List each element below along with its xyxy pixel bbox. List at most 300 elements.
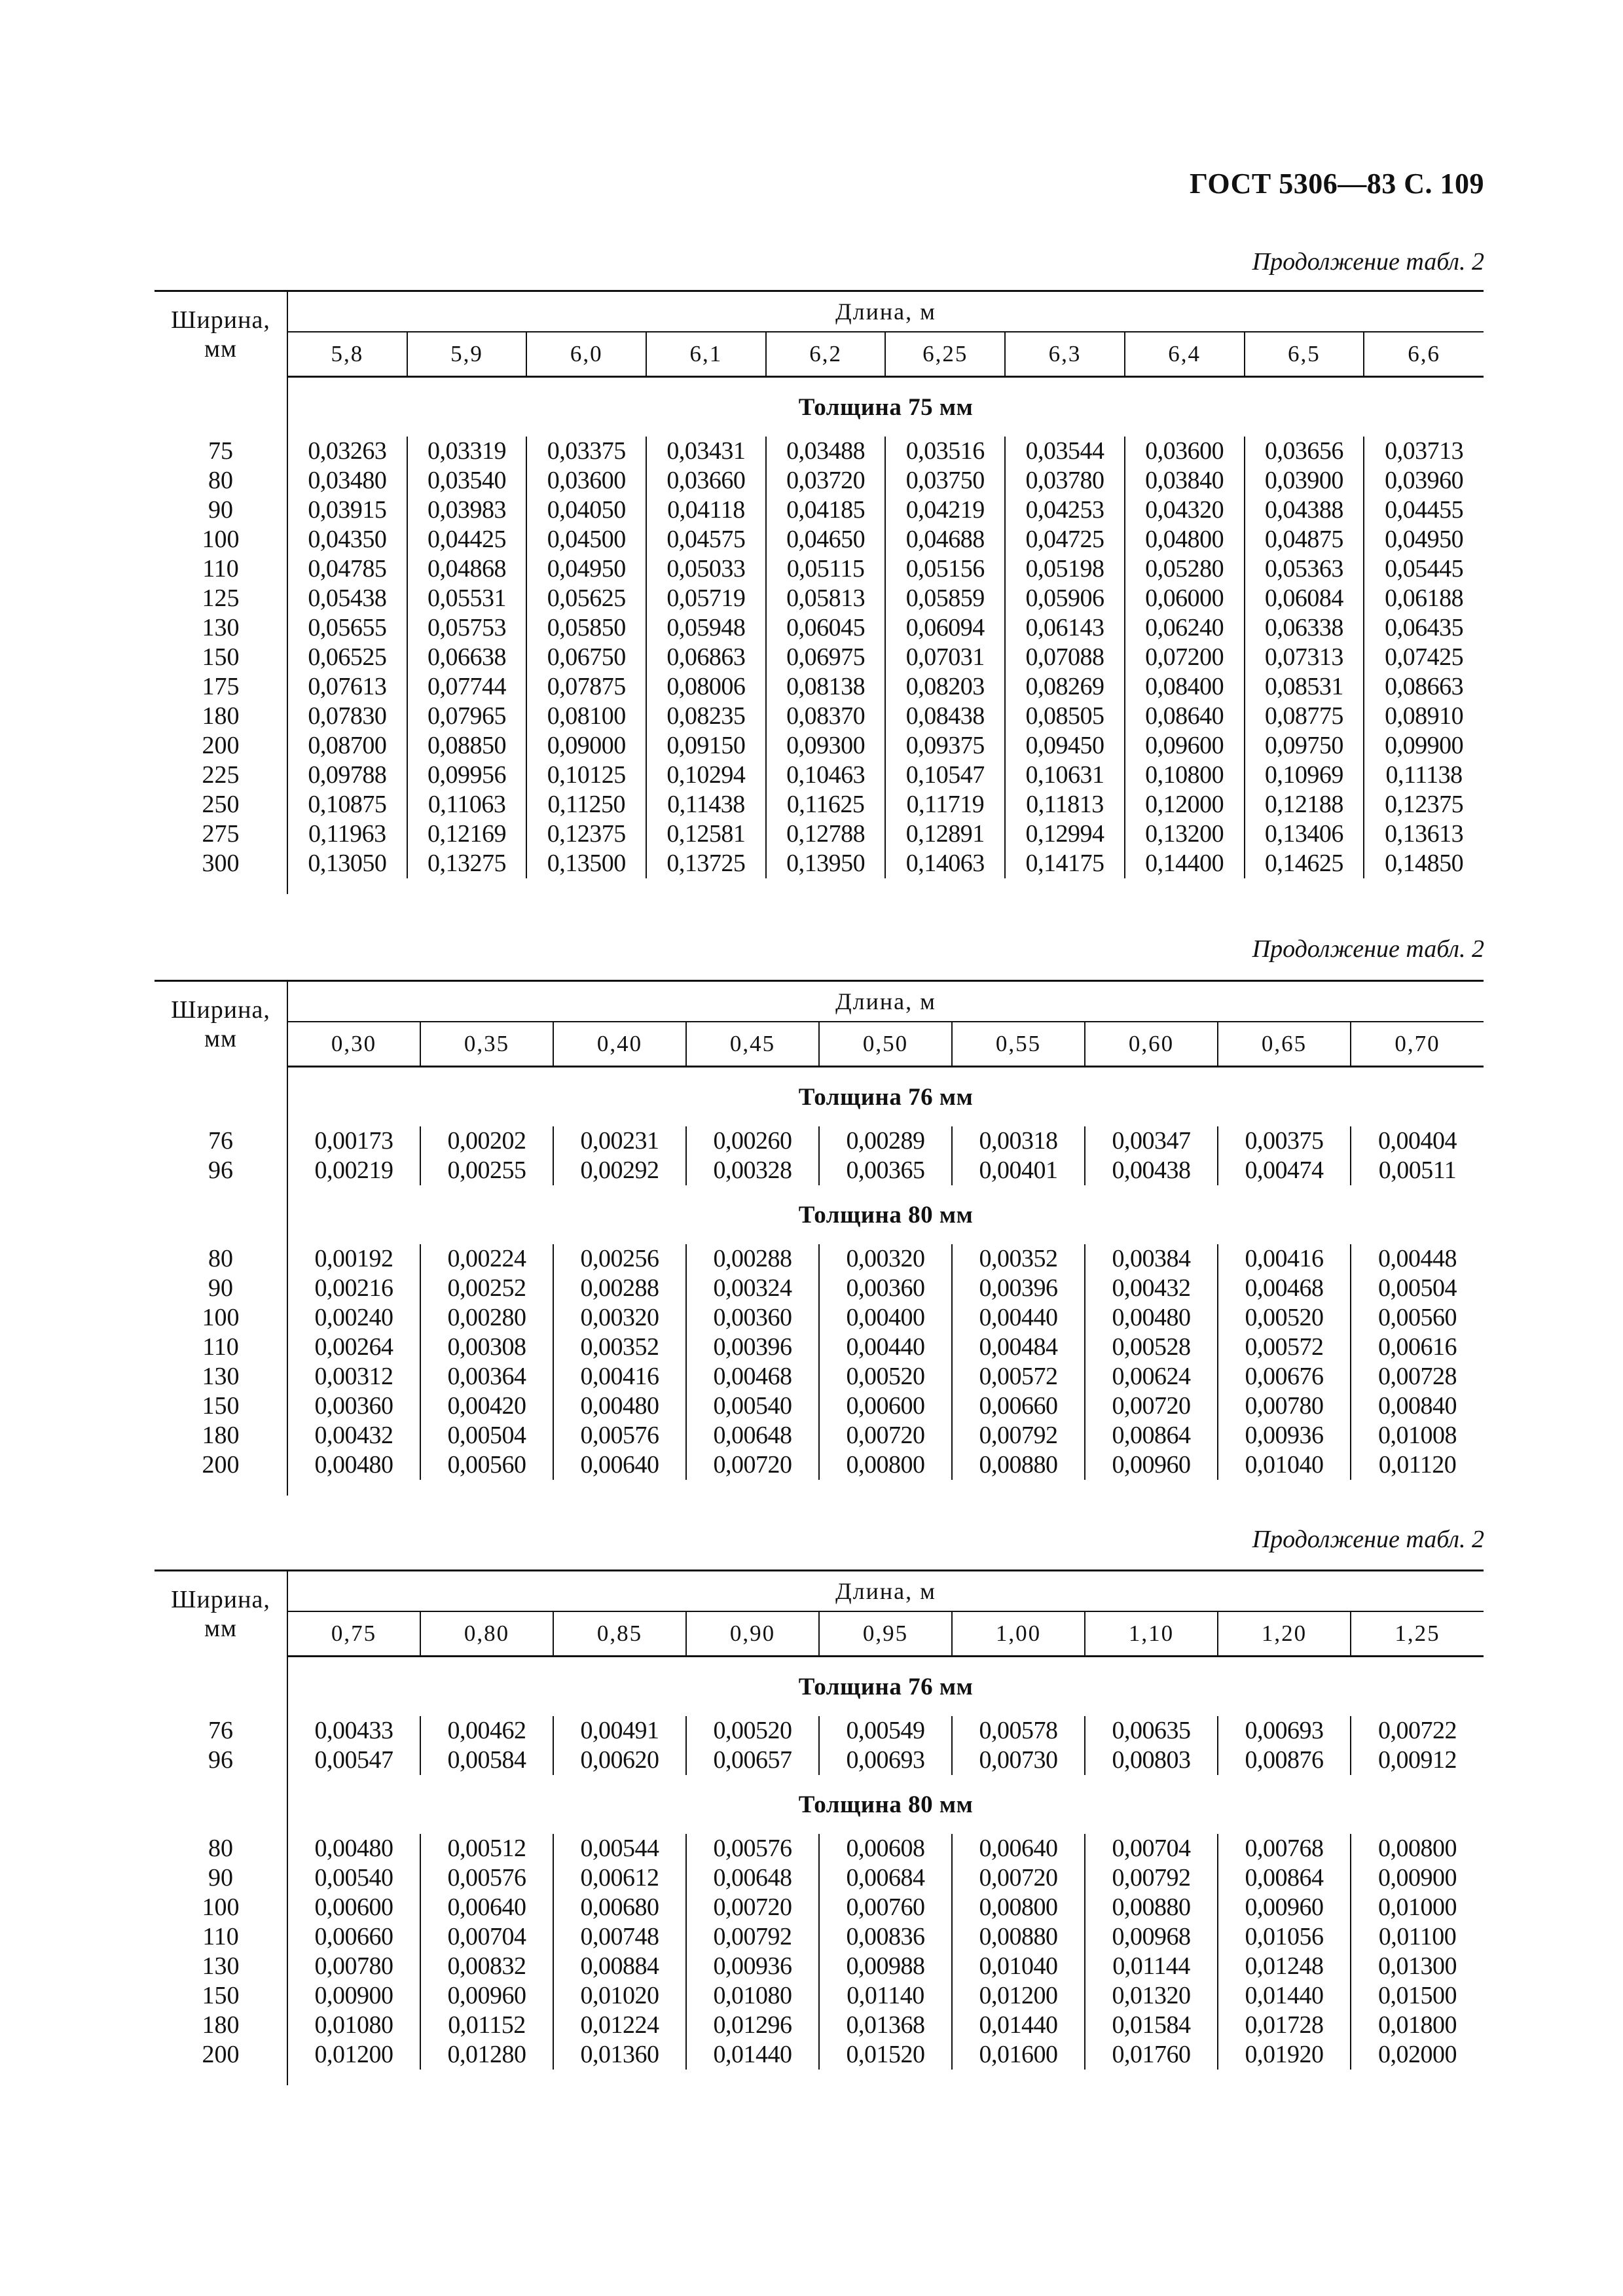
table-row xyxy=(155,1421,1484,1450)
value-cell: 0,00255 xyxy=(420,1156,553,1185)
value-cell: 0,05948 xyxy=(646,613,766,643)
value-cell: 0,00660 xyxy=(314,1923,393,1950)
value-cell: 0,00832 xyxy=(420,1952,553,1981)
value-cell: 0,00474 xyxy=(1218,1156,1351,1185)
value-cell: 0,04575 xyxy=(646,525,766,554)
width-cell: 80 xyxy=(155,1244,287,1274)
value-cell: 0,03516 xyxy=(885,437,1005,466)
value-cell: 0,03915 xyxy=(308,496,387,524)
width-cell: 130 xyxy=(155,613,287,643)
value-cell: 0,00620 xyxy=(553,1746,686,1775)
tail-cell xyxy=(287,1480,1484,1496)
value-cell: 0,00173 xyxy=(314,1127,393,1155)
table-row xyxy=(155,1450,1484,1480)
value-cell: 0,00468 xyxy=(1218,1274,1351,1303)
section-title: Толщина 80 мм xyxy=(798,1201,974,1229)
value-cell: 0,00360 xyxy=(314,1392,393,1420)
value-cell: 0,00578 xyxy=(952,1716,1085,1746)
width-cell-empty xyxy=(155,1480,287,1496)
table-caption: Продолжение табл. 2 xyxy=(1252,935,1484,963)
value-cell: 0,13050 xyxy=(308,850,387,877)
value-cell: 0,08663 xyxy=(1364,672,1484,702)
column-header-row xyxy=(155,1611,1484,1657)
width-label: Ширина, xyxy=(171,1585,270,1613)
width-cell: 110 xyxy=(155,554,287,584)
value-cell: 0,00324 xyxy=(686,1274,819,1303)
value-cell: 0,00640 xyxy=(553,1450,686,1480)
value-cell: 0,00202 xyxy=(420,1126,553,1156)
value-cell: 0,00491 xyxy=(553,1716,686,1746)
value-cell: 0,04950 xyxy=(1364,525,1484,554)
value-cell: 0,00660 xyxy=(952,1391,1085,1421)
section-title: Толщина 75 мм xyxy=(798,393,974,421)
value-cell: 0,01056 xyxy=(1218,1922,1351,1952)
value-cell: 0,08138 xyxy=(766,672,886,702)
length-column-header: 0,55 xyxy=(952,1022,1085,1067)
width-cell: 200 xyxy=(155,731,287,761)
value-cell: 0,00288 xyxy=(553,1274,686,1303)
table-row xyxy=(155,1746,1484,1775)
value-cell: 0,14625 xyxy=(1245,849,1364,878)
value-cell: 0,06338 xyxy=(1245,613,1364,643)
width-cell: 100 xyxy=(155,1303,287,1333)
value-cell: 0,01280 xyxy=(420,2040,553,2070)
value-cell: 0,09788 xyxy=(308,761,387,789)
value-cell: 0,08775 xyxy=(1245,702,1364,731)
value-cell: 0,06084 xyxy=(1245,584,1364,613)
value-cell: 0,00600 xyxy=(314,1893,393,1921)
length-column-header: 6,1 xyxy=(646,332,766,377)
value-cell: 0,00480 xyxy=(314,1835,393,1862)
value-cell: 0,09900 xyxy=(1364,731,1484,761)
value-cell: 0,01440 xyxy=(1218,1981,1351,2011)
value-cell: 0,00800 xyxy=(819,1450,952,1480)
value-cell: 0,14400 xyxy=(1125,849,1245,878)
table-header xyxy=(155,291,1484,377)
value-cell: 0,01368 xyxy=(819,2011,952,2040)
width-unit-label: мм xyxy=(204,1614,238,1642)
table-row xyxy=(155,1303,1484,1333)
length-column-header: 0,45 xyxy=(686,1022,819,1067)
length-column-header: 1,00 xyxy=(952,1611,1085,1657)
value-cell: 0,00792 xyxy=(1085,1863,1218,1893)
width-label: Ширина, xyxy=(171,996,270,1024)
value-cell: 0,00256 xyxy=(553,1244,686,1274)
length-column-header: 0,85 xyxy=(553,1611,686,1657)
value-cell: 0,00608 xyxy=(819,1834,952,1863)
value-cell: 0,13725 xyxy=(646,849,766,878)
value-cell: 0,00432 xyxy=(314,1422,393,1449)
value-cell: 0,01360 xyxy=(553,2040,686,2070)
value-cell: 0,09375 xyxy=(885,731,1005,761)
value-cell: 0,06188 xyxy=(1364,584,1484,613)
value-cell: 0,11063 xyxy=(407,790,527,819)
value-cell: 0,03840 xyxy=(1125,466,1245,495)
table-row xyxy=(155,1244,1484,1274)
length-header: Длина, м xyxy=(287,981,1484,1022)
value-cell: 0,08640 xyxy=(1125,702,1245,731)
table-row xyxy=(155,702,1484,731)
value-cell: 0,00240 xyxy=(314,1304,393,1331)
page-header: ГОСТ 5306—83 С. 109 xyxy=(1189,168,1484,200)
width-cell: 180 xyxy=(155,2011,287,2040)
value-cell: 0,01440 xyxy=(952,2011,1085,2040)
table-row xyxy=(155,1333,1484,1362)
column-header-row xyxy=(155,332,1484,377)
value-cell: 0,00433 xyxy=(314,1717,393,1744)
value-cell: 0,00396 xyxy=(686,1333,819,1362)
section-row xyxy=(155,1067,1484,1127)
value-cell: 0,00320 xyxy=(553,1303,686,1333)
value-cell: 0,01140 xyxy=(819,1981,952,2011)
value-cell: 0,03540 xyxy=(407,466,527,495)
value-cell: 0,04219 xyxy=(885,495,1005,525)
value-cell: 0,00800 xyxy=(1351,1834,1484,1863)
value-cell: 0,01800 xyxy=(1351,2011,1484,2040)
width-label: Ширина, xyxy=(171,306,270,334)
value-cell: 0,12188 xyxy=(1245,790,1364,819)
data-table xyxy=(155,980,1484,1496)
value-cell: 0,00960 xyxy=(420,1981,553,2011)
value-cell: 0,09450 xyxy=(1005,731,1125,761)
width-cell: 110 xyxy=(155,1922,287,1952)
table-tail xyxy=(155,1480,1484,1496)
value-cell: 0,00520 xyxy=(819,1362,952,1391)
value-cell: 0,00584 xyxy=(420,1746,553,1775)
value-cell: 0,00720 xyxy=(952,1863,1085,1893)
table-row xyxy=(155,849,1484,878)
value-cell: 0,03780 xyxy=(1005,466,1125,495)
length-column-header: 0,90 xyxy=(686,1611,819,1657)
table-body xyxy=(155,377,1484,895)
length-column-header: 1,25 xyxy=(1351,1611,1484,1657)
value-cell: 0,00560 xyxy=(1351,1303,1484,1333)
value-cell: 0,12169 xyxy=(407,819,527,849)
value-cell: 0,00360 xyxy=(819,1274,952,1303)
value-cell: 0,12994 xyxy=(1005,819,1125,849)
value-cell: 0,00440 xyxy=(952,1303,1085,1333)
value-cell: 0,04050 xyxy=(526,495,646,525)
value-cell: 0,00720 xyxy=(1085,1391,1218,1421)
value-cell: 0,00616 xyxy=(1351,1333,1484,1362)
value-cell: 0,00760 xyxy=(819,1893,952,1922)
value-cell: 0,10969 xyxy=(1245,761,1364,790)
table-row xyxy=(155,2040,1484,2070)
value-cell: 0,05655 xyxy=(308,614,387,641)
value-cell: 0,00876 xyxy=(1218,1746,1351,1775)
width-cell: 76 xyxy=(155,1716,287,1746)
value-cell: 0,03319 xyxy=(407,437,527,466)
value-cell: 0,00312 xyxy=(314,1363,393,1390)
value-cell: 0,01440 xyxy=(686,2040,819,2070)
value-cell: 0,00864 xyxy=(1218,1863,1351,1893)
table-row xyxy=(155,1716,1484,1746)
value-cell: 0,13406 xyxy=(1245,819,1364,849)
value-cell: 0,00352 xyxy=(952,1244,1085,1274)
table-row xyxy=(155,731,1484,761)
value-cell: 0,00728 xyxy=(1351,1362,1484,1391)
value-cell: 0,11625 xyxy=(766,790,886,819)
value-cell: 0,00448 xyxy=(1351,1244,1484,1274)
value-cell: 0,06638 xyxy=(407,643,527,672)
value-cell: 0,05813 xyxy=(766,584,886,613)
value-cell: 0,05280 xyxy=(1125,554,1245,584)
value-cell: 0,00624 xyxy=(1085,1362,1218,1391)
value-cell: 0,10547 xyxy=(885,761,1005,790)
value-cell: 0,07875 xyxy=(526,672,646,702)
length-column-header: 0,75 xyxy=(287,1611,420,1657)
value-cell: 0,01040 xyxy=(1218,1450,1351,1480)
value-cell: 0,00216 xyxy=(314,1274,393,1302)
table-row xyxy=(155,1834,1484,1863)
width-cell: 150 xyxy=(155,1981,287,2011)
value-cell: 0,01760 xyxy=(1085,2040,1218,2070)
value-cell: 0,00528 xyxy=(1085,1333,1218,1362)
value-cell: 0,00540 xyxy=(686,1391,819,1421)
value-cell: 0,00768 xyxy=(1218,1834,1351,1863)
length-column-header: 6,25 xyxy=(885,332,1005,377)
value-cell: 0,00693 xyxy=(1218,1716,1351,1746)
value-cell: 0,12375 xyxy=(1364,790,1484,819)
table-body xyxy=(155,1067,1484,1496)
value-cell: 0,01500 xyxy=(1351,1981,1484,2011)
header-row xyxy=(155,1571,1484,1612)
value-cell: 0,00480 xyxy=(553,1391,686,1421)
section-title: Толщина 76 мм xyxy=(798,1673,974,1700)
value-cell: 0,03431 xyxy=(646,437,766,466)
table-row xyxy=(155,1952,1484,1981)
value-cell: 0,08531 xyxy=(1245,672,1364,702)
value-cell: 0,04875 xyxy=(1245,525,1364,554)
width-cell: 300 xyxy=(155,849,287,878)
value-cell: 0,05719 xyxy=(646,584,766,613)
width-cell: 75 xyxy=(155,437,287,466)
value-cell: 0,01584 xyxy=(1085,2011,1218,2040)
value-cell: 0,00396 xyxy=(952,1274,1085,1303)
value-cell: 0,04688 xyxy=(885,525,1005,554)
value-cell: 0,10463 xyxy=(766,761,886,790)
width-cell-empty xyxy=(155,2070,287,2085)
value-cell: 0,06525 xyxy=(308,643,387,671)
table-body xyxy=(155,1657,1484,2086)
value-cell: 0,00884 xyxy=(553,1952,686,1981)
value-cell: 0,00504 xyxy=(420,1421,553,1450)
width-unit-label: мм xyxy=(204,334,238,363)
value-cell: 0,00462 xyxy=(420,1716,553,1746)
section-title: Толщина 80 мм xyxy=(798,1791,974,1818)
value-cell: 0,01000 xyxy=(1351,1893,1484,1922)
length-column-header: 0,35 xyxy=(420,1022,553,1067)
value-cell: 0,00988 xyxy=(819,1952,952,1981)
value-cell: 0,01296 xyxy=(686,2011,819,2040)
value-cell: 0,00657 xyxy=(686,1746,819,1775)
value-cell: 0,08700 xyxy=(308,732,387,759)
value-cell: 0,03600 xyxy=(1125,437,1245,466)
value-cell: 0,00676 xyxy=(1218,1362,1351,1391)
value-cell: 0,00612 xyxy=(553,1863,686,1893)
value-cell: 0,04253 xyxy=(1005,495,1125,525)
value-cell: 0,03720 xyxy=(766,466,886,495)
table-row xyxy=(155,819,1484,849)
value-cell: 0,04455 xyxy=(1364,495,1484,525)
value-cell: 0,01080 xyxy=(686,1981,819,2011)
width-cell: 90 xyxy=(155,1863,287,1893)
width-column-header xyxy=(155,291,287,377)
value-cell: 0,00960 xyxy=(1085,1450,1218,1480)
value-cell: 0,01008 xyxy=(1351,1421,1484,1450)
value-cell: 0,00192 xyxy=(314,1245,393,1272)
table-row xyxy=(155,1156,1484,1185)
table-row xyxy=(155,1274,1484,1303)
value-cell: 0,08235 xyxy=(646,702,766,731)
value-cell: 0,00704 xyxy=(420,1922,553,1952)
value-cell: 0,00400 xyxy=(819,1303,952,1333)
value-cell: 0,00635 xyxy=(1085,1716,1218,1746)
value-cell: 0,00432 xyxy=(1085,1274,1218,1303)
table-row xyxy=(155,613,1484,643)
value-cell: 0,02000 xyxy=(1351,2040,1484,2070)
width-cell: 80 xyxy=(155,1834,287,1863)
value-cell: 0,06143 xyxy=(1005,613,1125,643)
value-cell: 0,00836 xyxy=(819,1922,952,1952)
value-cell: 0,00264 xyxy=(314,1333,393,1361)
value-cell: 0,10800 xyxy=(1125,761,1245,790)
value-cell: 0,04320 xyxy=(1125,495,1245,525)
value-cell: 0,07830 xyxy=(308,702,387,730)
value-cell: 0,00560 xyxy=(420,1450,553,1480)
width-cell: 200 xyxy=(155,1450,287,1480)
table-row xyxy=(155,1362,1484,1391)
value-cell: 0,00347 xyxy=(1085,1126,1218,1156)
value-cell: 0,00328 xyxy=(686,1156,819,1185)
value-cell: 0,00224 xyxy=(420,1244,553,1274)
value-cell: 0,00540 xyxy=(314,1864,393,1892)
value-cell: 0,00416 xyxy=(1218,1244,1351,1274)
value-cell: 0,00260 xyxy=(686,1126,819,1156)
value-cell: 0,11813 xyxy=(1005,790,1125,819)
value-cell: 0,03960 xyxy=(1364,466,1484,495)
value-cell: 0,00640 xyxy=(420,1893,553,1922)
value-cell: 0,04388 xyxy=(1245,495,1364,525)
value-cell: 0,01020 xyxy=(553,1981,686,2011)
table-row xyxy=(155,554,1484,584)
value-cell: 0,09300 xyxy=(766,731,886,761)
value-cell: 0,07965 xyxy=(407,702,527,731)
value-cell: 0,00420 xyxy=(420,1391,553,1421)
section-row xyxy=(155,1185,1484,1244)
width-cell: 180 xyxy=(155,702,287,731)
width-cell: 90 xyxy=(155,495,287,525)
value-cell: 0,00280 xyxy=(420,1303,553,1333)
width-cell: 150 xyxy=(155,1391,287,1421)
value-cell: 0,01144 xyxy=(1085,1952,1218,1981)
value-cell: 0,00404 xyxy=(1351,1126,1484,1156)
value-cell: 0,01920 xyxy=(1218,2040,1351,2070)
value-cell: 0,00572 xyxy=(1218,1333,1351,1362)
value-cell: 0,00912 xyxy=(1351,1746,1484,1775)
value-cell: 0,00720 xyxy=(686,1450,819,1480)
table-row xyxy=(155,1893,1484,1922)
value-cell: 0,04800 xyxy=(1125,525,1245,554)
value-cell: 0,03263 xyxy=(308,437,387,465)
data-table xyxy=(155,290,1484,894)
width-cell: 110 xyxy=(155,1333,287,1362)
length-column-header: 0,65 xyxy=(1218,1022,1351,1067)
value-cell: 0,00704 xyxy=(1085,1834,1218,1863)
value-cell: 0,09000 xyxy=(526,731,646,761)
value-cell: 0,00468 xyxy=(686,1362,819,1391)
value-cell: 0,06240 xyxy=(1125,613,1245,643)
value-cell: 0,00375 xyxy=(1218,1126,1351,1156)
length-column-header: 0,70 xyxy=(1351,1022,1484,1067)
tail-cell xyxy=(287,878,1484,894)
value-cell: 0,00600 xyxy=(819,1391,952,1421)
value-cell: 0,07744 xyxy=(407,672,527,702)
length-column-header: 6,2 xyxy=(766,332,886,377)
width-cell-empty xyxy=(155,1185,287,1244)
value-cell: 0,00360 xyxy=(686,1303,819,1333)
value-cell: 0,06045 xyxy=(766,613,886,643)
value-cell: 0,00900 xyxy=(314,1982,393,2009)
value-cell: 0,05753 xyxy=(407,613,527,643)
table-row xyxy=(155,643,1484,672)
value-cell: 0,06975 xyxy=(766,643,886,672)
value-cell: 0,12000 xyxy=(1125,790,1245,819)
table-header xyxy=(155,1571,1484,1657)
value-cell: 0,05115 xyxy=(766,554,886,584)
value-cell: 0,13275 xyxy=(407,849,527,878)
value-cell: 0,05531 xyxy=(407,584,527,613)
column-header-row xyxy=(155,1022,1484,1067)
width-cell-empty xyxy=(155,1657,287,1717)
value-cell: 0,12788 xyxy=(766,819,886,849)
value-cell: 0,03983 xyxy=(407,495,527,525)
value-cell: 0,09956 xyxy=(407,761,527,790)
length-column-header: 6,4 xyxy=(1125,332,1245,377)
value-cell: 0,00780 xyxy=(1218,1391,1351,1421)
value-cell: 0,04350 xyxy=(308,526,387,553)
table-caption: Продолжение табл. 2 xyxy=(1252,1526,1484,1553)
value-cell: 0,00880 xyxy=(952,1922,1085,1952)
table-row xyxy=(155,672,1484,702)
value-cell: 0,00438 xyxy=(1085,1156,1218,1185)
value-cell: 0,00520 xyxy=(686,1716,819,1746)
table-row xyxy=(155,584,1484,613)
value-cell: 0,05198 xyxy=(1005,554,1125,584)
width-cell: 250 xyxy=(155,790,287,819)
table-tail xyxy=(155,2070,1484,2085)
value-cell: 0,00416 xyxy=(553,1362,686,1391)
value-cell: 0,00511 xyxy=(1351,1156,1484,1185)
value-cell: 0,01080 xyxy=(314,2011,393,2039)
value-cell: 0,00968 xyxy=(1085,1922,1218,1952)
value-cell: 0,00640 xyxy=(952,1834,1085,1863)
value-cell: 0,12891 xyxy=(885,819,1005,849)
value-cell: 0,00572 xyxy=(952,1362,1085,1391)
value-cell: 0,00900 xyxy=(1351,1863,1484,1893)
table-tail xyxy=(155,878,1484,894)
length-header: Длина, м xyxy=(287,1571,1484,1612)
value-cell: 0,00792 xyxy=(952,1421,1085,1450)
value-cell: 0,04425 xyxy=(407,525,527,554)
value-cell: 0,01248 xyxy=(1218,1952,1351,1981)
value-cell: 0,00576 xyxy=(553,1421,686,1450)
value-cell: 0,00803 xyxy=(1085,1746,1218,1775)
value-cell: 0,13950 xyxy=(766,849,886,878)
width-cell: 96 xyxy=(155,1156,287,1185)
width-cell: 130 xyxy=(155,1362,287,1391)
value-cell: 0,08505 xyxy=(1005,702,1125,731)
